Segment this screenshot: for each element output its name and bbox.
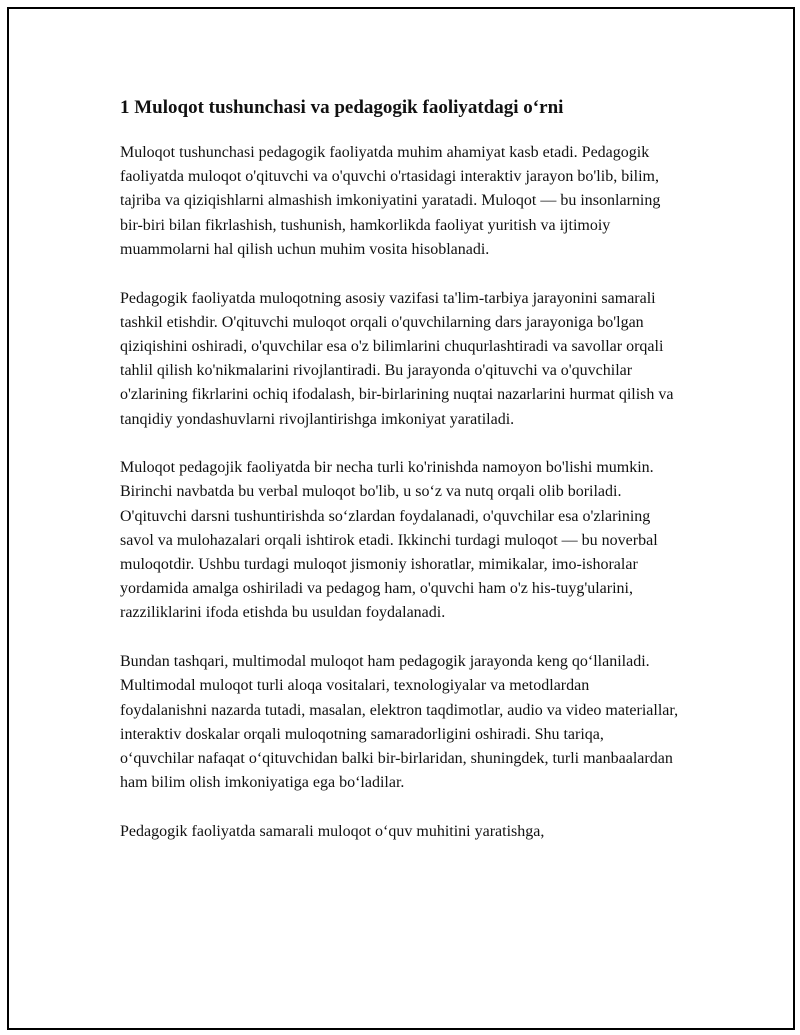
paragraph-3: Muloqot pedagojik faoliyatda bir necha turli ko'rinishda namoyon bo'lishi mumkin. Birinchi navbatda bu verbal muloqot bo'lib, u so‘z va nutq orqali olib boriladi. O'qituvchi darsni tushuntirishda so‘zlardan foydalanadi, o'quvchilar esa o'zlarining savol va mulohazalari orqali ishtirok etadi. Ikkinchi turdagi muloqot — bu noverbal muloqotdir. Ushbu turdagi muloqot jismoniy ishoratlar, mimikalar, imo-ishoralar yordamida amalga oshiriladi va pedagog ham, o'quvchi ham o'z his-tuyg'ularini, razziliklarini ifoda etishda bu usuldan foydalanadi.	[120, 459, 658, 622]
paragraph-4: Bundan tashqari, multimodal muloqot ham pedagogik jarayonda keng qo‘llaniladi. Multimodal muloqot turli aloqa vositalari, texnologiyalar va metodlardan foydalanishni nazarda tutadi, masalan, elektron taqdimotlar, audio va video materiallar, interaktiv doskalar orqali muloqotning samaradorligini oshiradi. Shu tariqa, o‘quvchilar nafaqat o‘qituvchidan balki bir-birlaridan, shuningdek, turli manbaalardan ham bilim olish imkoniyatiga ega bo‘ladilar.	[120, 653, 679, 792]
document-body	[120, 95, 680, 869]
section-heading: 1 Muloqot tushunchasi va pedagogik faoliyatdagi o‘rni	[120, 97, 564, 118]
document-page	[7, 7, 795, 1030]
paragraph-5: Pedagogik faoliyatda samarali muloqot o‘quv muhitini yaratishga,	[120, 822, 545, 840]
paragraph-1: Muloqot tushunchasi pedagogik faoliyatda muhim ahamiyat kasb etadi. Pedagogik faoliyatda muloqot o'qituvchi va o'quvchi o'rtasidagi interaktiv jarayon bo'lib, bilim, tajriba va qiziqishlarni almashish imkoniyatini yaratadi. Muloqot — bu insonlarning bir-biri bilan fikrlashish, tushunish, hamkorlikda faoliyat yuritish va ijtimoiy muammolarni hal qilish uchun muhim vosita hisoblanadi.	[120, 144, 661, 258]
paragraph-2: Pedagogik faoliyatda muloqotning asosiy vazifasi ta'lim-tarbiya jarayonini samarali tashkil etishdir. O'qituvchi muloqot orqali o'quvchilarning dars jarayoniga bo'lgan qiziqishini oshiradi, o'quvchilar esa o'z bilimlarini chuqurlashtiradi va savollar orqali tahlil qilish ko'nikmalarini rivojlantiradi. Bu jarayonda o'qituvchi va o'quvchilar o'zlarining fikrlarini ochiq ifodalash, bir-birlarining nuqtai nazarlarini hurmat qilish va tanqidiy yondashuvlarni rivojlantirishga imkoniyat yaratiladi.	[120, 289, 674, 428]
